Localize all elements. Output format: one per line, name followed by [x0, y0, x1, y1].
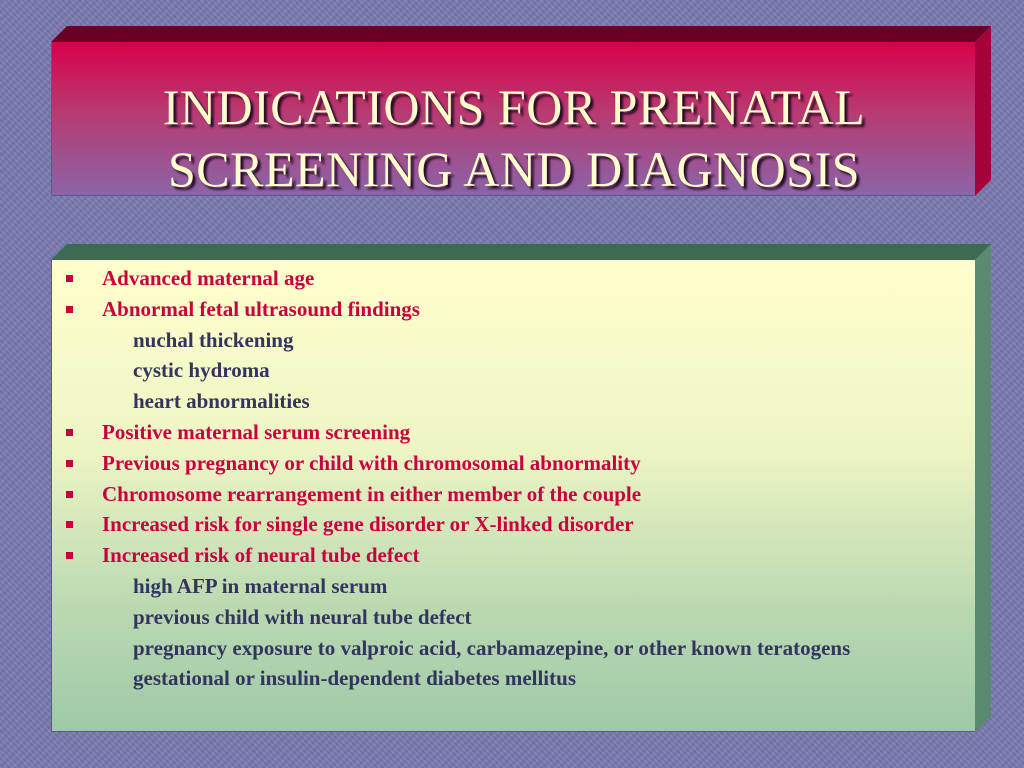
content-box-side-bevel	[975, 244, 991, 732]
sub-list-item	[52, 325, 976, 356]
list-item-text: Positive maternal serum screening	[102, 419, 411, 444]
list-item	[52, 294, 976, 325]
list-item-text: Abnormal fetal ultrasound findings	[102, 296, 420, 321]
sub-list-item	[52, 663, 976, 694]
list-item-text: Advanced maternal age	[102, 266, 315, 290]
sub-list-item-text: pregnancy exposure to valproic acid, carbamazepine, or other known teratogens	[133, 635, 851, 660]
sub-list-item	[52, 571, 976, 602]
sub-list-item-text: heart abnormalities	[133, 389, 310, 414]
list-item-text: Chromosome rearrangement in either member of the couple	[102, 481, 642, 506]
square-bullet-icon	[66, 521, 73, 528]
list-item	[52, 540, 976, 571]
sub-list-item-text: cystic hydroma	[133, 358, 270, 383]
title-box-side-bevel	[975, 26, 991, 196]
sub-list-item-text: nuchal thickening	[133, 327, 294, 352]
sub-list-item	[52, 633, 976, 663]
sub-list-item	[52, 355, 976, 386]
sub-list-item	[52, 386, 976, 417]
square-bullet-icon	[66, 460, 73, 467]
sub-list-item-text: high AFP in maternal serum	[133, 573, 388, 598]
content-box	[51, 244, 991, 732]
sub-list-item-text: previous child with neural tube defect	[133, 604, 472, 629]
slide-title-line-1: INDICATIONS FOR PRENATAL	[162, 79, 866, 135]
slide-title	[52, 76, 976, 200]
content-box-top-bevel	[51, 244, 991, 260]
list-item-text: Increased risk for single gene disorder or X-linked disorder	[102, 512, 634, 537]
content-box-face	[51, 260, 975, 732]
slide-title-line-2: SCREENING AND DIAGNOSIS	[167, 141, 861, 197]
title-box	[51, 26, 991, 196]
title-box-face	[51, 42, 975, 196]
list-item	[52, 479, 976, 510]
square-bullet-icon	[66, 552, 73, 559]
list-item	[52, 509, 976, 540]
square-bullet-icon	[66, 429, 73, 436]
indications-list	[52, 263, 976, 693]
list-item-text: Increased risk of neural tube defect	[102, 543, 420, 568]
square-bullet-icon	[66, 491, 73, 498]
list-item	[52, 263, 976, 294]
list-item	[52, 448, 976, 479]
title-box-top-bevel	[51, 26, 991, 42]
sub-list-item-text: gestational or insulin-dependent diabetes mellitus	[133, 665, 576, 690]
sub-list-item	[52, 602, 976, 633]
list-item-text: Previous pregnancy or child with chromosomal abnormality	[102, 450, 641, 475]
square-bullet-icon	[66, 306, 73, 313]
square-bullet-icon	[66, 275, 73, 282]
list-item	[52, 417, 976, 448]
